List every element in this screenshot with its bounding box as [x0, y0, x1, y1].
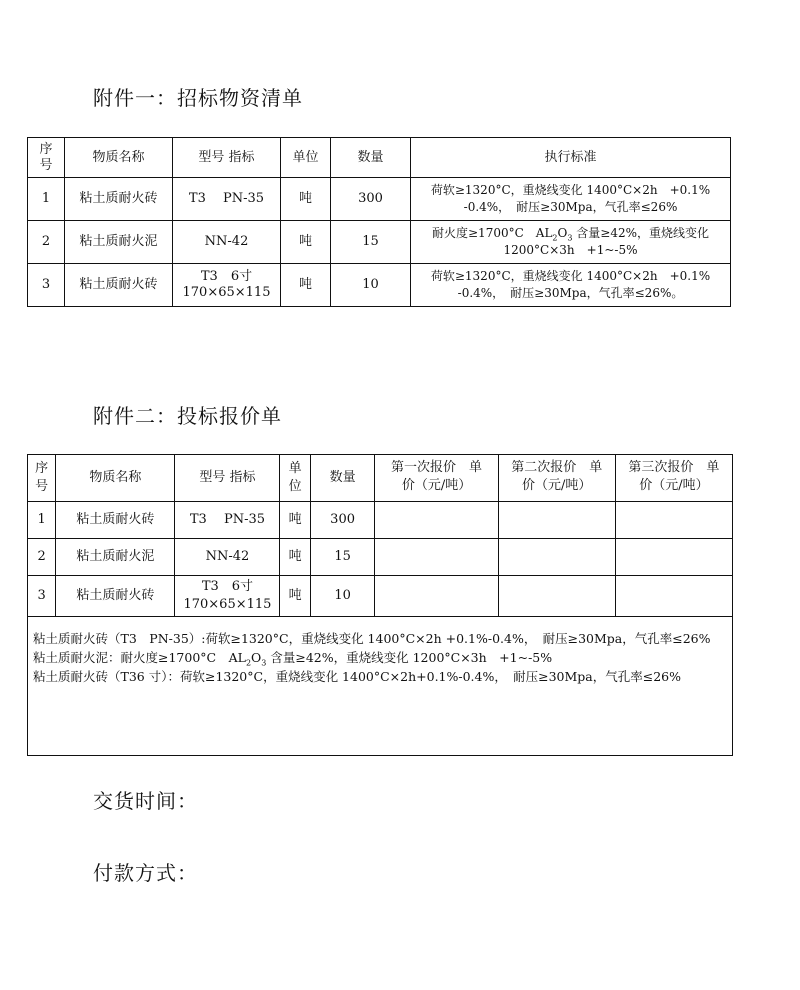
header-model: 型号 指标: [175, 455, 280, 502]
table-row: [28, 221, 731, 264]
payment-method-label: 付款方式：: [93, 861, 198, 885]
header-qty: 数量: [310, 455, 375, 502]
header-name: 物质名称: [65, 138, 173, 178]
table-header-row: [28, 455, 733, 502]
note-mortar: 粘土质耐火泥：耐火度≥1700°C $AL_2O_3$ 含量≥42%，重烧线变化 1200°C×3h +1~-5%: [33, 650, 553, 668]
cell-seq: 3: [28, 264, 65, 307]
cell-bid-3[interactable]: [615, 502, 732, 539]
cell-qty: 300: [331, 178, 411, 221]
table-row: [28, 502, 733, 539]
cell-seq: 1: [28, 502, 56, 539]
table-header-row: [28, 138, 731, 178]
cell-bid-3[interactable]: [615, 576, 732, 617]
table-row: [28, 264, 731, 307]
cell-unit: 吨: [281, 264, 331, 307]
cell-bid-2[interactable]: [498, 539, 615, 576]
table-row: [28, 178, 731, 221]
cell-name: 粘土质耐火砖: [65, 264, 173, 307]
note-brick-t36: 粘土质耐火砖（T36 寸）：荷软≥1320°C，重烧线变化 1400°C×2h+0.1%-0.4%， 耐压≥30Mpa，气孔率≤26%: [33, 669, 681, 684]
cell-model: T3 PN-35: [175, 502, 280, 539]
cell-name: 粘土质耐火砖: [56, 502, 175, 539]
cell-unit: 吨: [281, 221, 331, 264]
header-bid-2: 第二次报价 单 价（元/吨）: [498, 455, 615, 502]
header-model: 型号 指标: [173, 138, 281, 178]
attachment1-title: 附件一：招标物资清单: [93, 86, 303, 110]
cell-unit: 吨: [280, 539, 310, 576]
note-brick-pn35: 粘土质耐火砖（T3 PN-35）:荷软≥1320°C，重烧线变化 1400°C×2h +0.1%-0.4%， 耐压≥30Mpa，气孔率≤26%: [33, 631, 711, 646]
attachment2-title: 附件二：投标报价单: [93, 404, 282, 428]
header-seq: 序 号: [28, 138, 65, 178]
cell-unit: 吨: [280, 502, 310, 539]
table-row: [28, 539, 733, 576]
cell-qty: 10: [331, 264, 411, 307]
bidding-materials-table: [27, 137, 731, 307]
cell-seq: 1: [28, 178, 65, 221]
cell-bid-3[interactable]: [615, 539, 732, 576]
cell-name: 粘土质耐火泥: [56, 539, 175, 576]
cell-bid-1[interactable]: [375, 539, 498, 576]
cell-standard: 荷软≥1320°C，重烧线变化 1400°C×2h +0.1% -0.4%， 耐压≥30Mpa，气孔率≤26%。: [411, 264, 731, 307]
header-standard: 执行标准: [411, 138, 731, 178]
notes-row: [28, 617, 733, 756]
header-seq: 序 号: [28, 455, 56, 502]
header-qty: 数量: [331, 138, 411, 178]
cell-bid-2[interactable]: [498, 502, 615, 539]
cell-bid-1[interactable]: [375, 576, 498, 617]
header-bid-3: 第三次报价 单 价（元/吨）: [615, 455, 732, 502]
cell-standard: 耐火度≥1700°C $AL_2O_3$ 含量≥42%，重烧线变化 1200°C×3h +1~-5%: [411, 221, 731, 264]
cell-model: T3 6寸 170×65×115: [175, 576, 280, 617]
header-name: 物质名称: [56, 455, 175, 502]
cell-model: NN-42: [173, 221, 281, 264]
cell-name: 粘土质耐火砖: [65, 178, 173, 221]
cell-qty: 10: [310, 576, 375, 617]
delivery-time-label: 交货时间：: [93, 789, 198, 813]
cell-bid-2[interactable]: [498, 576, 615, 617]
cell-unit: 吨: [281, 178, 331, 221]
cell-qty: 15: [331, 221, 411, 264]
cell-qty: 15: [310, 539, 375, 576]
cell-qty: 300: [310, 502, 375, 539]
header-unit: 单位: [281, 138, 331, 178]
cell-model: T3 6寸 170×65×115: [173, 264, 281, 307]
cell-seq: 3: [28, 576, 56, 617]
table-row: [28, 576, 733, 617]
cell-name: 粘土质耐火砖: [56, 576, 175, 617]
bid-quotation-table: [27, 454, 733, 756]
cell-unit: 吨: [280, 576, 310, 617]
cell-model: NN-42: [175, 539, 280, 576]
cell-seq: 2: [28, 539, 56, 576]
header-bid-1: 第一次报价 单 价（元/吨）: [375, 455, 498, 502]
header-unit: 单 位: [280, 455, 310, 502]
cell-seq: 2: [28, 221, 65, 264]
cell-bid-1[interactable]: [375, 502, 498, 539]
spec-notes: [28, 617, 733, 756]
cell-model: T3 PN-35: [173, 178, 281, 221]
cell-standard: 荷软≥1320°C，重烧线变化 1400°C×2h +0.1% -0.4%， 耐压≥30Mpa，气孔率≤26%: [411, 178, 731, 221]
cell-name: 粘土质耐火泥: [65, 221, 173, 264]
